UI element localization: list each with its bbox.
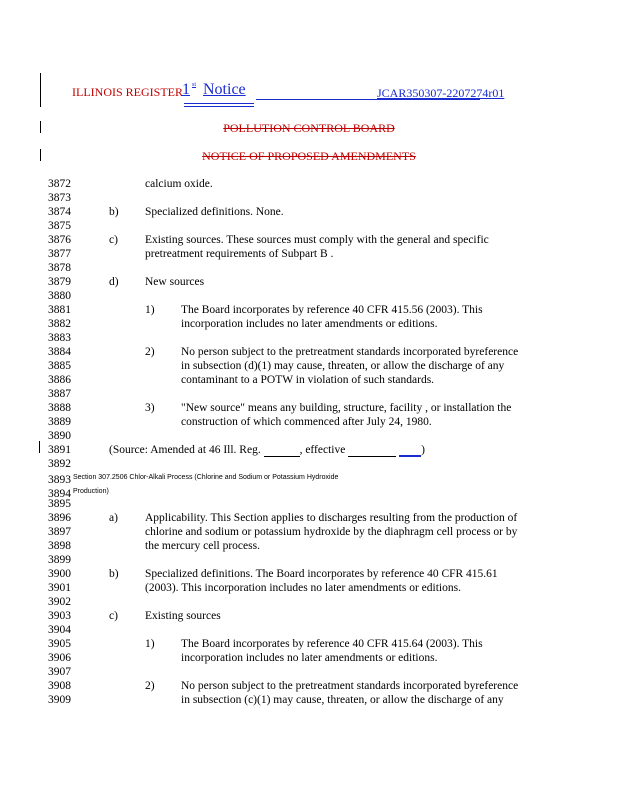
line-number: 3883 bbox=[48, 332, 71, 344]
line-number: 3909 bbox=[48, 694, 71, 706]
source-note: (Source: Amended at 46 Ill. Reg. , effective ) bbox=[109, 444, 425, 456]
item-label: c) bbox=[109, 610, 118, 622]
text-line: incorporation includes no later amendments or editions. bbox=[181, 652, 438, 664]
text-line: Existing sources. These sources must comply with the general and specific bbox=[145, 234, 489, 246]
text-line: the mercury cell process. bbox=[145, 540, 260, 552]
text-line: contaminant to a POTW in violation of such standards. bbox=[181, 374, 435, 386]
line-number: 3889 bbox=[48, 416, 71, 428]
issue-number: 1 bbox=[182, 81, 190, 98]
item-label: c) bbox=[109, 234, 118, 246]
item-label: 1) bbox=[145, 638, 155, 650]
line-number: 3888 bbox=[48, 402, 71, 414]
line-number: 3872 bbox=[48, 178, 71, 190]
line-number: 3878 bbox=[48, 262, 71, 274]
text-line: incorporation includes no later amendments or editions. bbox=[181, 318, 438, 330]
issue-suffix: st bbox=[192, 82, 197, 88]
text-line: in subsection (c)(1) may cause, threaten, or allow the discharge of any bbox=[181, 694, 504, 706]
line-number: 3885 bbox=[48, 360, 71, 372]
text-line: The Board incorporates by reference 40 CFR 415.64 (2003). This bbox=[181, 638, 483, 650]
double-underline bbox=[184, 106, 254, 107]
notice-label: Notice bbox=[203, 81, 246, 98]
text-line: (2003). This incorporation includes no later amendments or editions. bbox=[145, 582, 461, 594]
change-bar bbox=[39, 441, 40, 453]
line-number: 3893 bbox=[48, 474, 71, 486]
item-label: d) bbox=[109, 276, 119, 288]
change-bar bbox=[40, 73, 41, 107]
section-heading: Production) bbox=[73, 488, 109, 495]
line-number: 3892 bbox=[48, 458, 71, 470]
line-number: 3873 bbox=[48, 192, 71, 204]
line-number: 3900 bbox=[48, 568, 71, 580]
text-line: The Board incorporates by reference 40 CFR 415.56 (2003). This bbox=[181, 304, 483, 316]
line-number: 3881 bbox=[48, 304, 71, 316]
line-number: 3895 bbox=[48, 498, 71, 510]
line-number: 3899 bbox=[48, 554, 71, 566]
jcar-id: JCAR350307-2207274r01 bbox=[377, 86, 505, 100]
text-line: Specialized definitions. None. bbox=[145, 206, 284, 218]
text-line: Specialized definitions. The Board incorporates by reference 40 CFR 415.61 bbox=[145, 568, 498, 580]
register-title: ILLINOIS REGISTER bbox=[72, 85, 183, 99]
line-number: 3886 bbox=[48, 374, 71, 386]
line-number: 3907 bbox=[48, 666, 71, 678]
board-name: POLLUTION CONTROL BOARD bbox=[223, 121, 395, 135]
text-line: in subsection (d)(1) may cause, threaten, or allow the discharge of any bbox=[181, 360, 505, 372]
text-line: pretreatment requirements of Subpart B . bbox=[145, 248, 334, 260]
text-line: "New source" means any building, structure, facility , or installation the bbox=[181, 402, 512, 414]
text-line: Existing sources bbox=[145, 610, 221, 622]
notice-title: NOTICE OF PROPOSED AMENDMENTS bbox=[202, 149, 416, 163]
section-heading: Section 307.2506 Chlor-Alkali Process (Chlorine and Sodium or Potassium Hydroxide bbox=[73, 474, 339, 481]
line-number: 3876 bbox=[48, 234, 71, 246]
text-line: Applicability. This Section applies to discharges resulting from the production of bbox=[145, 512, 518, 524]
item-label: b) bbox=[109, 206, 119, 218]
line-number: 3905 bbox=[48, 638, 71, 650]
line-number: 3906 bbox=[48, 652, 71, 664]
item-label: b) bbox=[109, 568, 119, 580]
line-number: 3898 bbox=[48, 540, 71, 552]
item-label: 2) bbox=[145, 680, 155, 692]
text-line: New sources bbox=[145, 276, 205, 288]
text-line: No person subject to the pretreatment standards incorporated byreference bbox=[181, 346, 519, 358]
text-line: No person subject to the pretreatment standards incorporated byreference bbox=[181, 680, 519, 692]
line-number: 3891 bbox=[48, 444, 71, 456]
line-number: 3908 bbox=[48, 680, 71, 692]
line-number: 3903 bbox=[48, 610, 71, 622]
item-label: 3) bbox=[145, 402, 155, 414]
line-number: 3901 bbox=[48, 582, 71, 594]
text-line: chlorine and sodium or potassium hydroxide by the diaphragm cell process or by bbox=[145, 526, 518, 538]
text-line: calcium oxide. bbox=[145, 178, 213, 190]
line-number: 3875 bbox=[48, 220, 71, 232]
line-number: 3879 bbox=[48, 276, 71, 288]
line-number: 3887 bbox=[48, 388, 71, 400]
line-number: 3902 bbox=[48, 596, 71, 608]
line-number: 3896 bbox=[48, 512, 71, 524]
item-label: 1) bbox=[145, 304, 155, 316]
double-underline bbox=[184, 103, 254, 104]
line-number: 3874 bbox=[48, 206, 71, 218]
line-number: 3882 bbox=[48, 318, 71, 330]
item-label: 2) bbox=[145, 346, 155, 358]
line-number: 3904 bbox=[48, 624, 71, 636]
page-header bbox=[72, 81, 538, 113]
line-number: 3877 bbox=[48, 248, 71, 260]
text-line: construction of which commenced after July 24, 1980. bbox=[181, 416, 432, 428]
line-number: 3897 bbox=[48, 526, 71, 538]
line-number: 3880 bbox=[48, 290, 71, 302]
item-label: a) bbox=[109, 512, 118, 524]
line-number: 3890 bbox=[48, 430, 71, 442]
line-number: 3884 bbox=[48, 346, 71, 358]
line-number: 3894 bbox=[48, 488, 71, 500]
